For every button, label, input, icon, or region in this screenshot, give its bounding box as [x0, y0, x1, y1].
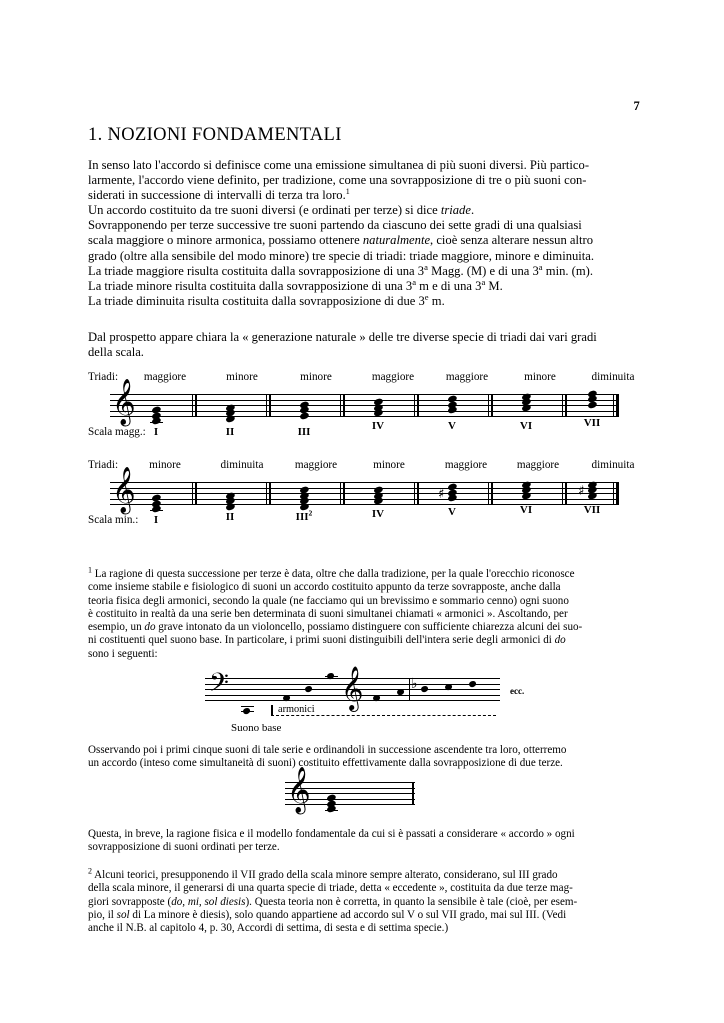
barline-4 [414, 394, 419, 417]
paragraph-6 [88, 291, 636, 309]
fn2-line5: anche il N.B. al capitolo 4, p. 30, Accordi di settima, di sesta e di settima specie.) [88, 922, 449, 935]
quality-label-7: diminuita [591, 371, 635, 383]
p4-c: min. (m). [542, 263, 593, 278]
p5-ordinal-2: a [481, 276, 486, 287]
p5-a: La triade minore risulta costituita dalla sovrapposizione di una 3 [88, 278, 413, 293]
p3-line1: Sovrapponendo per terze successive tre suoni partendo da ciascuno dei sette gradi di una qualsiasi [88, 218, 582, 233]
barline-harmonic [409, 678, 410, 701]
sharp-icon: ♯ [438, 485, 445, 502]
quality-label-1: maggiore [143, 371, 187, 383]
fn1-line3: teoria fisica degli armonici, secondo la quale (ne facciamo qui un brevissimo e sommario cenno) ogni suono [88, 594, 569, 607]
footnote-2 [88, 866, 636, 935]
degree-label-3-wrap [295, 508, 313, 523]
quality-label-4: maggiore [371, 371, 415, 383]
flat-icon: ♭ [411, 676, 418, 692]
footnote-1 [88, 565, 636, 661]
quality-label-4: minore [373, 459, 405, 471]
p6-b: m. [428, 293, 445, 308]
p8-line2: un accordo (inteso come simultaneità di suoni) costituito effettivamente dalla sovrapposizione di due terze. [88, 757, 563, 770]
barline-6 [562, 482, 567, 505]
barline-5 [488, 482, 493, 505]
p7-line2: della scala. [88, 345, 144, 360]
p3-line2-a: scala maggiore o minore armonica, possiamo ottenere [88, 233, 363, 248]
music-example-minor-scale [88, 456, 636, 528]
paragraph-questa [88, 828, 636, 855]
fn2-line3-a: giori sovrapposte ( [88, 895, 172, 908]
fn1-term-do-1: do [144, 621, 156, 634]
base-note-caption: Suono base [231, 722, 282, 734]
degree-label-1: I [153, 514, 159, 526]
barline-2 [266, 482, 271, 505]
p3-line3: grado (oltre alla sensibile del modo minore) tre specie di triadi: triade maggiore, minore e diminuita. [88, 248, 595, 263]
p4-ordinal-2: a [538, 261, 543, 272]
footnote-ref-1[interactable]: 1 [345, 187, 350, 196]
fn2-term-sol: sol [116, 908, 130, 921]
music-example-harmonic-series [205, 666, 525, 734]
fn1-line4: è costituito in realtà da una serie ben determinata di suoni simultanei chiamati « armonici ». Ascoltando, per [88, 607, 568, 620]
p1-line1: In senso lato l'accordo si definisce come una emissione simultanea di più suoni diversi. Più partico- [88, 158, 590, 172]
end-barline-minor [613, 482, 619, 505]
p4-ordinal-1: a [424, 261, 428, 272]
scala-label-major: Scala magg.: [88, 426, 146, 438]
quality-label-5: maggiore [445, 371, 489, 383]
quality-label-3: minore [300, 371, 332, 383]
paragraph-5 [88, 276, 636, 294]
p2-term-triade: triade [440, 203, 471, 218]
barline-5 [488, 394, 493, 417]
end-barline-major [613, 394, 619, 417]
barline-6 [562, 394, 567, 417]
fn2-line4-b: di La minore è diesis), solo quando appartiene ad accordo sul V o sul VII grado, mai sul III. (Vedi [129, 908, 567, 921]
p2-text-a: Un accordo costituito da tre suoni diversi (e ordinati per terze) si dice [88, 203, 441, 218]
degree-label-4: IV [371, 420, 385, 432]
paragraph-prospetto [88, 330, 636, 360]
p4-b: Magg. (M) e di una 3 [427, 263, 539, 278]
fn1-line1: La ragione di questa successione per terze è data, oltre che dalla tradizione, per la quale l'orecchio riconosce [92, 568, 575, 580]
fn2-line4-a: pio, il [88, 908, 117, 921]
fn1-line5-b: grave intonato da un violoncello, possiamo distinguere con sufficiente chiarezza alcuni dei suo- [155, 621, 583, 634]
fn1-term-do-2: do [554, 634, 566, 647]
page-title: 1. NOZIONI FONDAMENTALI [88, 125, 342, 145]
footnote-1-marker: 1 [88, 565, 92, 575]
p5-c: M. [485, 278, 503, 293]
staff-lines-minor [110, 482, 619, 505]
treble-clef-icon: 𝄞 [341, 666, 364, 710]
paragraph-3 [88, 218, 636, 263]
paragraph-4 [88, 261, 636, 279]
degree-label-1: I [153, 426, 159, 438]
p1-line2: larmente, l'accordo viene definito, per tradizione, come una sovrapposizione di tre o più suoni con- [88, 173, 587, 188]
p7-line1: Dal prospetto appare chiara la « generazione naturale » delle tre diverse specie di triadi dai vari gradi [88, 330, 597, 344]
p5-b: m e di una 3 [416, 278, 482, 293]
quality-label-6: minore [524, 371, 556, 383]
p9-line2: sovrapposizione di suoni ordinati per terze. [88, 841, 280, 854]
p3-line2-b: , cioè senza alterare nessun altro [430, 233, 593, 248]
treble-clef-icon: 𝄞 [112, 379, 136, 425]
quality-label-3: maggiore [294, 459, 338, 471]
music-example-single-chord [285, 767, 435, 820]
footnote-2-marker: 2 [88, 866, 92, 876]
degree-label-6: VI [519, 420, 533, 432]
armonici-label: armonici [278, 704, 315, 715]
paragraph-1 [88, 158, 636, 203]
p2-text-b: . [470, 203, 475, 218]
ledger-line [241, 706, 254, 707]
end-barline-single [412, 782, 414, 805]
bracket-tick-left [271, 705, 273, 715]
quality-label-1: minore [149, 459, 181, 471]
ecc-label: ecc. [510, 686, 525, 696]
p9-line1: Questa, in breve, la ragione fisica e il modello fondamentale da cui si è passati a considerare « accordo » ogni [88, 828, 575, 840]
barline-1 [192, 482, 197, 505]
degree-label-5: V [448, 420, 456, 432]
fn1-line6-a: ni costituenti quel suono base. In particolare, i primi suoni distinguibili dell'intera serie degli armonici di [88, 634, 555, 647]
p6-a: La triade diminuita risulta costituita dalla sovrapposizione di due 3 [88, 293, 425, 308]
quality-label-6: maggiore [516, 459, 560, 471]
degree-3-footnote-ref[interactable]: 2 [308, 508, 313, 518]
barline-3 [340, 482, 345, 505]
degree-label-4: IV [371, 508, 385, 520]
scala-label-minor: Scala min.: [88, 514, 139, 526]
degree-label-7: VII [583, 417, 601, 429]
page-number: 7 [633, 99, 640, 113]
fn2-line3-b: ). Questa teoria non è corretta, in quanto la sensibile è tale (cioè, per esem- [245, 895, 578, 908]
armonici-dashed-line [271, 715, 496, 716]
sharp-icon: ♯ [578, 482, 585, 499]
fn2-line2: della scala minore, il generarsi di una quarta specie di triade, detta « eccedente », costituita da due terze mag- [88, 882, 573, 895]
fn1-line5-a: esempio, un [88, 621, 145, 634]
degree-label-6: VI [519, 504, 533, 516]
paragraph-2 [88, 203, 636, 218]
fn1-line2: come insieme stabile e fisiologico di suoni un accordo costituito appunto da terze sovrapposte, anche dalla [88, 581, 561, 594]
fn2-line1: Alcuni teorici, presupponendo il VII grado della scala minore sempre alterato, considerano, sul III grado [92, 869, 558, 881]
barline-4 [414, 482, 419, 505]
quality-label-2: diminuita [220, 459, 264, 471]
quality-label-5: maggiore [444, 459, 488, 471]
degree-label-2: II [225, 426, 235, 438]
music-example-major-scale [88, 368, 636, 440]
degree-label-5: V [448, 506, 456, 518]
bass-clef-icon: 𝄢 [209, 668, 229, 704]
p5-ordinal-1: a [412, 276, 417, 287]
fn2-terms-notes: do, mi, sol diesis [171, 895, 246, 908]
quality-label-2: minore [226, 371, 258, 383]
triadi-label-major: Triadi: [88, 371, 119, 383]
p6-ordinal-1: e [424, 291, 429, 302]
notehead-base [242, 707, 251, 715]
p4-a: La triade maggiore risulta costituita dalla sovrapposizione di una 3 [88, 263, 425, 278]
degree-label-3: III [297, 426, 311, 438]
barline-1 [192, 394, 197, 417]
p8-line1: Osservando poi i primi cinque suoni di tale serie e ordinandoli in successione ascendente tra loro, otterremo [88, 744, 567, 756]
barline-2 [266, 394, 271, 417]
p1-line3: siderati in successione di intervalli di terza tra loro. [88, 188, 346, 203]
fn1-line7: sono i seguenti: [88, 647, 158, 660]
degree-label-7: VII [583, 504, 601, 516]
degree-label-2: II [225, 511, 235, 523]
barline-3 [340, 394, 345, 417]
p3-term-naturalmente: naturalmente [362, 233, 431, 248]
triadi-label-minor: Triadi: [88, 459, 119, 471]
paragraph-osservando [88, 744, 636, 771]
body-paragraphs [88, 158, 636, 309]
treble-clef-icon: 𝄞 [112, 467, 136, 513]
degree-label-3: III [295, 511, 309, 523]
staff-lines-major [110, 394, 619, 417]
quality-label-7: diminuita [591, 459, 635, 471]
treble-clef-icon: 𝄞 [287, 767, 311, 813]
